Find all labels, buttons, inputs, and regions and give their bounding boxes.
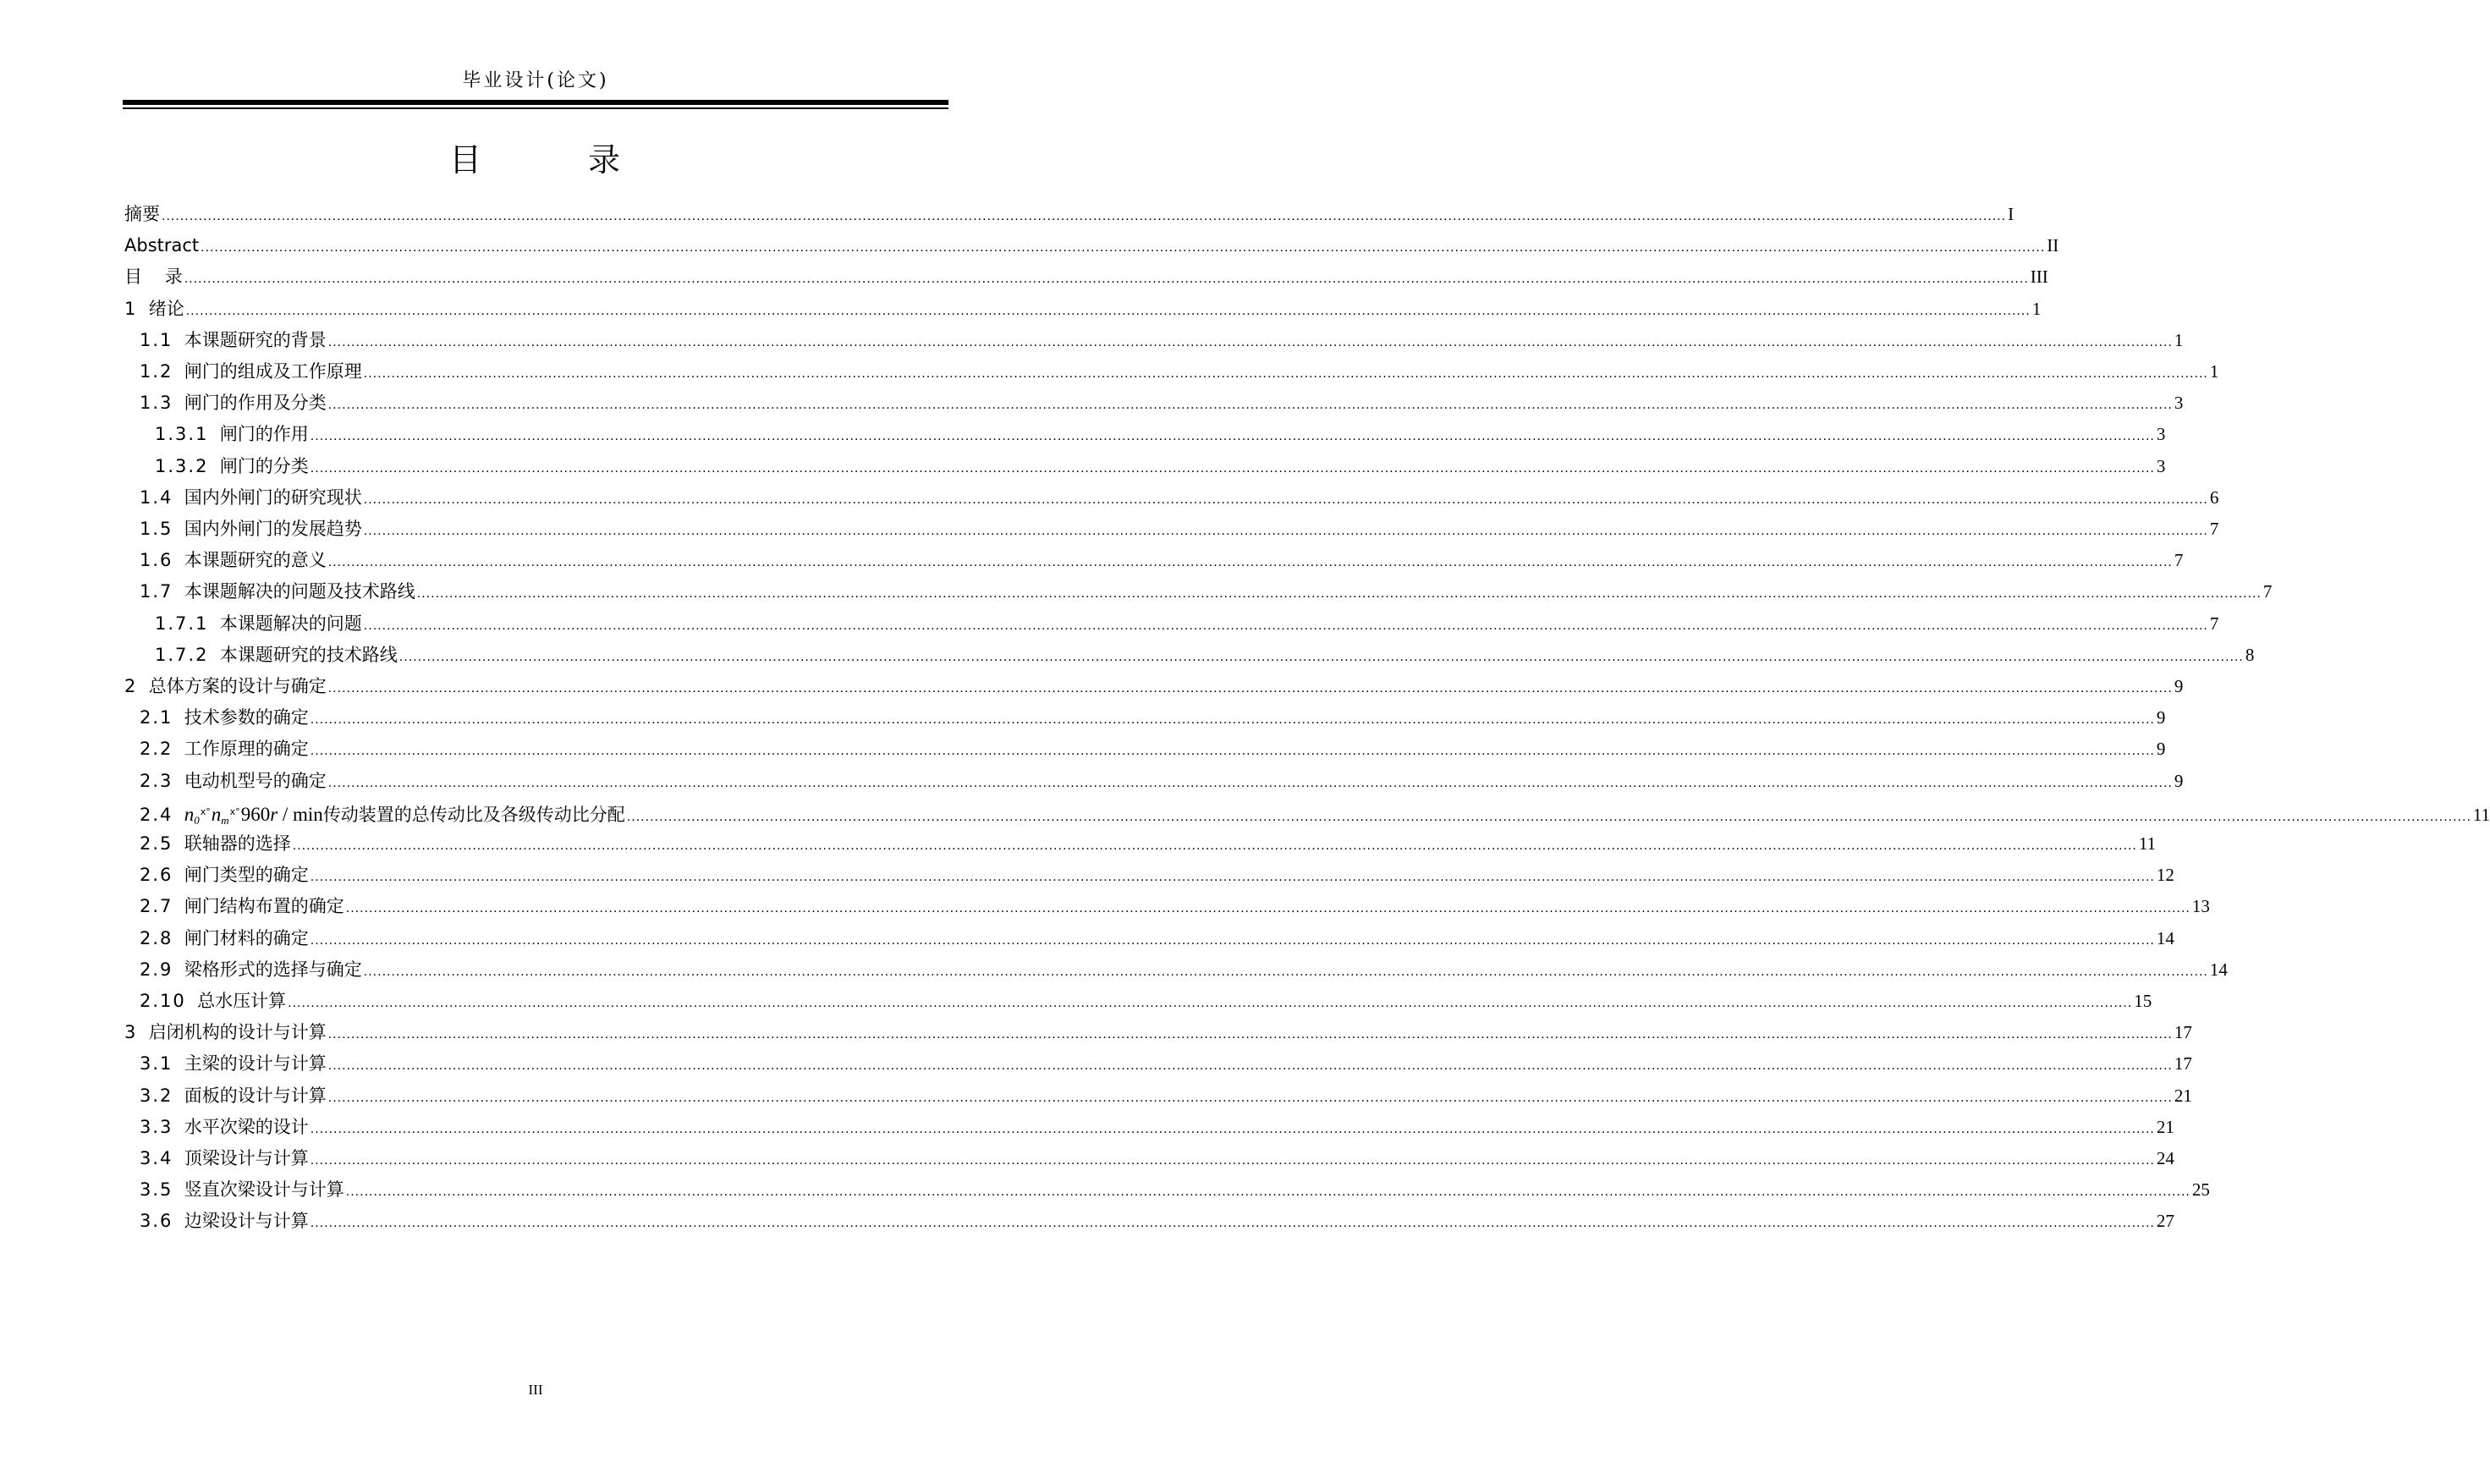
toc-entry-page: 11 [2138, 833, 2157, 854]
dot-leader: ................................................................................................................................................................................................................................................................................................................................................................................................................ [292, 839, 2137, 853]
toc-entry-label: 本课题解决的问题及技术路线 [184, 581, 415, 602]
toc-entry-number: 2.7 [140, 896, 173, 917]
toc-entry-page: 9 [2174, 770, 2184, 791]
toc-entry-page: 11 [2472, 804, 2490, 825]
toc-entry-label: 摘要 [124, 204, 160, 224]
toc-entry[interactable] [124, 924, 2174, 953]
dot-leader: ................................................................................................................................................................................................................................................................................................................................................................................................................ [185, 304, 2031, 318]
toc-entry[interactable] [124, 860, 2174, 889]
toc-entry-label: 联轴器的选择 [184, 833, 291, 854]
toc-entry-number: 1.6 [140, 550, 173, 571]
toc-entry-page: 17 [2174, 1022, 2192, 1043]
dot-leader: ................................................................................................................................................................................................................................................................................................................................................................................................................ [363, 965, 2208, 979]
toc-entry-number: 2.8 [140, 927, 173, 948]
toc-entry-page: 25 [2191, 1179, 2210, 1201]
toc-entry-number: 2.6 [140, 865, 173, 886]
dot-leader: ................................................................................................................................................................................................................................................................................................................................................................................................................ [327, 1059, 2173, 1074]
toc-entry-label: 电动机型号的确定 [184, 770, 327, 791]
toc-entry-number: 1.3 [140, 393, 173, 414]
toc-entry-number: 1.1 [140, 329, 173, 350]
toc-entry-label: 绪论 [148, 298, 184, 319]
toc-entry[interactable] [124, 767, 2184, 795]
toc-entry-number: 1.5 [140, 519, 173, 539]
toc-entry-page: 21 [2156, 1116, 2174, 1137]
toc-entry-number: 3.3 [140, 1116, 173, 1137]
dot-leader: ................................................................................................................................................................................................................................................................................................................................................................................................................ [327, 682, 2173, 695]
toc-entry-label: 本课题研究的意义 [184, 550, 327, 571]
toc-entry-label: 国内外闸门的发展趋势 [184, 519, 362, 539]
toc-entry[interactable] [124, 546, 2184, 574]
dot-leader: ................................................................................................................................................................................................................................................................................................................................................................................................................ [327, 556, 2173, 570]
toc-entry-page: 1 [2209, 361, 2219, 382]
toc-entry-page: 9 [2174, 676, 2184, 696]
header-rule-thin [123, 107, 948, 109]
toc-entry-number: 3.4 [140, 1148, 173, 1168]
toc-entry-number: 2.9 [140, 959, 173, 980]
toc-entry-number: 2.10 [140, 991, 186, 1011]
toc-entry-page: 27 [2156, 1211, 2174, 1232]
toc-entry-page: 24 [2156, 1148, 2174, 1168]
toc-entry-number: 3.6 [140, 1211, 173, 1232]
toc-entry[interactable] [124, 388, 2184, 417]
toc-entry-label: 国内外闸门的研究现状 [184, 486, 362, 508]
toc-entry[interactable] [124, 262, 2048, 291]
toc-entry[interactable] [124, 514, 2219, 543]
toc-entry-page: 7 [2209, 613, 2219, 634]
toc-entry[interactable] [124, 357, 2219, 386]
toc-entry[interactable] [124, 1081, 2192, 1110]
toc-entry-label: 闸门结构布置的确定 [184, 896, 344, 917]
toc-entry-label: 竖直次梁设计与计算 [184, 1179, 344, 1201]
page-number: III [528, 1382, 543, 1398]
dot-leader: ................................................................................................................................................................................................................................................................................................................................................................................................................ [345, 1185, 2190, 1200]
toc-entry-label: 本课题研究的技术路线 [219, 644, 398, 665]
toc-entry[interactable] [124, 1144, 2174, 1173]
dot-leader: ................................................................................................................................................................................................................................................................................................................................................................................................................ [162, 210, 2007, 223]
toc-entry-page: 3 [2156, 424, 2166, 445]
toc-entry[interactable] [124, 294, 2042, 323]
toc-entry[interactable] [124, 1175, 2210, 1204]
toc-entry[interactable] [124, 1049, 2192, 1078]
toc-entry[interactable] [124, 987, 2152, 1015]
dot-leader: ................................................................................................................................................................................................................................................................................................................................................................................................................ [201, 241, 2046, 256]
toc-entry-label: 梁格形式的选择与确定 [184, 959, 362, 980]
toc-entry-number: 2.5 [140, 833, 173, 854]
header-rule-thick [123, 100, 948, 105]
toc-entry-number: 3.5 [140, 1179, 173, 1201]
dot-leader: ................................................................................................................................................................................................................................................................................................................................................................................................................ [363, 525, 2208, 538]
toc-entry[interactable] [124, 452, 2166, 481]
toc-entry-page: 3 [2174, 393, 2184, 414]
running-header: 毕业设计(论文) [462, 70, 609, 91]
toc-entry-label: 本课题研究的背景 [184, 329, 327, 350]
dot-leader: ................................................................................................................................................................................................................................................................................................................................................................................................................ [399, 650, 2244, 664]
toc-entry-page: 1 [2031, 298, 2042, 319]
toc-entry-page: 3 [2156, 455, 2166, 476]
toc-entry-label: 水平次梁的设计 [184, 1116, 309, 1137]
toc-entry-page: 14 [2209, 959, 2228, 980]
toc-entry-number: 1.7 [140, 581, 173, 602]
toc-entry[interactable] [124, 420, 2166, 448]
toc-entry[interactable] [124, 1018, 2192, 1047]
toc-entry-label: 闸门的分类 [219, 455, 309, 476]
toc-entry-page: 15 [2134, 991, 2152, 1011]
toc-entry-number: 1.2 [140, 361, 173, 382]
dot-leader: ................................................................................................................................................................................................................................................................................................................................................................................................................ [310, 1122, 2155, 1136]
dot-leader: ................................................................................................................................................................................................................................................................................................................................................................................................................ [327, 1028, 2173, 1042]
toc-entry[interactable] [124, 200, 2015, 228]
page-title: 目 录 [448, 141, 623, 179]
dot-leader: ................................................................................................................................................................................................................................................................................................................................................................................................................ [327, 1091, 2173, 1105]
toc-entry-page: 14 [2156, 927, 2174, 948]
toc-entry-page: 12 [2156, 865, 2174, 886]
dot-leader: ................................................................................................................................................................................................................................................................................................................................................................................................................ [310, 713, 2155, 728]
toc-entry[interactable] [124, 483, 2219, 512]
toc-entry-label: 顶梁设计与计算 [184, 1148, 309, 1168]
toc-entry-number: 1.7.1 [155, 613, 209, 634]
toc-entry-number: 3 [124, 1022, 138, 1043]
dot-leader: ................................................................................................................................................................................................................................................................................................................................................................................................................ [310, 745, 2155, 759]
dot-leader: ................................................................................................................................................................................................................................................................................................................................................................................................................ [327, 335, 2173, 349]
dot-leader: ................................................................................................................................................................................................................................................................................................................................................................................................................ [184, 272, 2029, 287]
toc-entry-number: 2.3 [140, 770, 173, 791]
toc-entry-number: 1 [124, 298, 138, 319]
dot-leader: ................................................................................................................................................................................................................................................................................................................................................................................................................ [363, 367, 2208, 381]
toc-entry-number: 3.1 [140, 1053, 173, 1075]
toc-entry[interactable] [124, 829, 2157, 858]
toc-entry-number: 2 [124, 676, 138, 696]
toc-entry-page: 7 [2209, 519, 2219, 539]
toc-entry[interactable] [124, 326, 2184, 355]
toc-entry-formula: $n0^{x^\circ}nm^{x^\circ}960r$ / min [184, 803, 323, 827]
toc-entry-label: 闸门类型的确定 [184, 865, 309, 886]
dot-leader: ................................................................................................................................................................................................................................................................................................................................................................................................................ [363, 618, 2208, 633]
toc-entry-label: Abstract [124, 235, 200, 256]
toc-entry-label: 总体方案的设计与确定 [148, 676, 327, 696]
toc-entry[interactable] [124, 703, 2166, 732]
toc-entry-label: 启闭机构的设计与计算 [148, 1022, 327, 1043]
toc-entry[interactable] [124, 798, 2490, 827]
toc-entry-page: 21 [2174, 1085, 2192, 1106]
toc-entry-number: 2.2 [140, 739, 173, 760]
toc-entry-label: 面板的设计与计算 [184, 1085, 327, 1106]
dot-leader: ................................................................................................................................................................................................................................................................................................................................................................................................................ [626, 810, 2471, 824]
toc-entry-label: 主梁的设计与计算 [184, 1053, 327, 1075]
dot-leader: ................................................................................................................................................................................................................................................................................................................................................................................................................ [310, 430, 2155, 444]
toc-entry-label: 边梁设计与计算 [184, 1211, 309, 1232]
toc-entry-label: 闸门材料的确定 [184, 927, 309, 948]
toc-entry-page: 7 [2262, 581, 2273, 602]
dot-leader: ................................................................................................................................................................................................................................................................................................................................................................................................................ [310, 871, 2155, 885]
dot-leader: ................................................................................................................................................................................................................................................................................................................................................................................................................ [310, 461, 2155, 475]
toc-entry-number: 1.7.2 [155, 644, 209, 665]
toc-entry-number: 3.2 [140, 1085, 173, 1106]
toc-entry-page: 13 [2191, 896, 2210, 917]
toc-entry-number: 1.3.2 [155, 455, 209, 476]
toc-entry-page: 1 [2174, 329, 2184, 350]
toc-entry-label: 闸门的组成及工作原理 [184, 361, 362, 382]
toc-entry[interactable] [124, 892, 2210, 921]
toc-entry-number: 2.4 [140, 804, 173, 825]
dot-leader: ................................................................................................................................................................................................................................................................................................................................................................................................................ [345, 902, 2190, 916]
toc-entry[interactable] [124, 1113, 2174, 1141]
toc-entry-number: 1.4 [140, 486, 173, 508]
toc-entry-page: 6 [2209, 486, 2219, 508]
toc-entry[interactable] [124, 640, 2255, 669]
dot-leader: ................................................................................................................................................................................................................................................................................................................................................................................................................ [310, 1217, 2155, 1231]
toc-entry-label: 技术参数的确定 [184, 707, 309, 728]
dot-leader: ................................................................................................................................................................................................................................................................................................................................................................................................................ [310, 1154, 2155, 1168]
toc-entry-page: I [2008, 204, 2015, 224]
toc-entry[interactable] [124, 734, 2166, 763]
dot-leader: ................................................................................................................................................................................................................................................................................................................................................................................................................ [327, 776, 2173, 790]
dot-leader: ................................................................................................................................................................................................................................................................................................................................................................................................................ [310, 933, 2155, 948]
toc-entry-number: 1.3.1 [155, 424, 209, 445]
toc-entry-label: 工作原理的确定 [184, 739, 309, 760]
dot-leader: ................................................................................................................................................................................................................................................................................................................................................................................................................ [363, 492, 2208, 507]
toc-entry-label: 总水压计算 [197, 991, 287, 1011]
toc-entry-label: 闸门的作用及分类 [184, 393, 327, 414]
toc-entry-label: 目 录 [124, 267, 183, 288]
toc-entry-label: 传动装置的总传动比及各级传动比分配 [322, 804, 625, 825]
toc-entry-page: 8 [2245, 644, 2255, 665]
toc-entry-number: 2.1 [140, 707, 173, 728]
toc-entry-page: 9 [2156, 707, 2166, 728]
toc-entry[interactable] [124, 1206, 2174, 1235]
toc-entry-page: 7 [2174, 550, 2184, 571]
toc-entry-page: II [2047, 235, 2059, 256]
toc-entry-page: III [2030, 267, 2048, 288]
toc-entry-page: 17 [2174, 1053, 2192, 1075]
toc-entry[interactable] [124, 577, 2273, 606]
toc-entry[interactable] [124, 231, 2059, 260]
dot-leader: ................................................................................................................................................................................................................................................................................................................................................................................................................ [416, 587, 2262, 602]
toc-entry-label: 本课题解决的问题 [219, 613, 362, 634]
toc-entry[interactable] [124, 955, 2228, 984]
dot-leader: ................................................................................................................................................................................................................................................................................................................................................................................................................ [327, 398, 2173, 413]
toc-entry[interactable] [124, 609, 2219, 638]
toc-entry-page: 9 [2156, 739, 2166, 760]
toc-entry-label: 闸门的作用 [219, 424, 309, 445]
dot-leader: ................................................................................................................................................................................................................................................................................................................................................................................................................ [288, 997, 2133, 1010]
toc-entry[interactable] [124, 672, 2184, 701]
